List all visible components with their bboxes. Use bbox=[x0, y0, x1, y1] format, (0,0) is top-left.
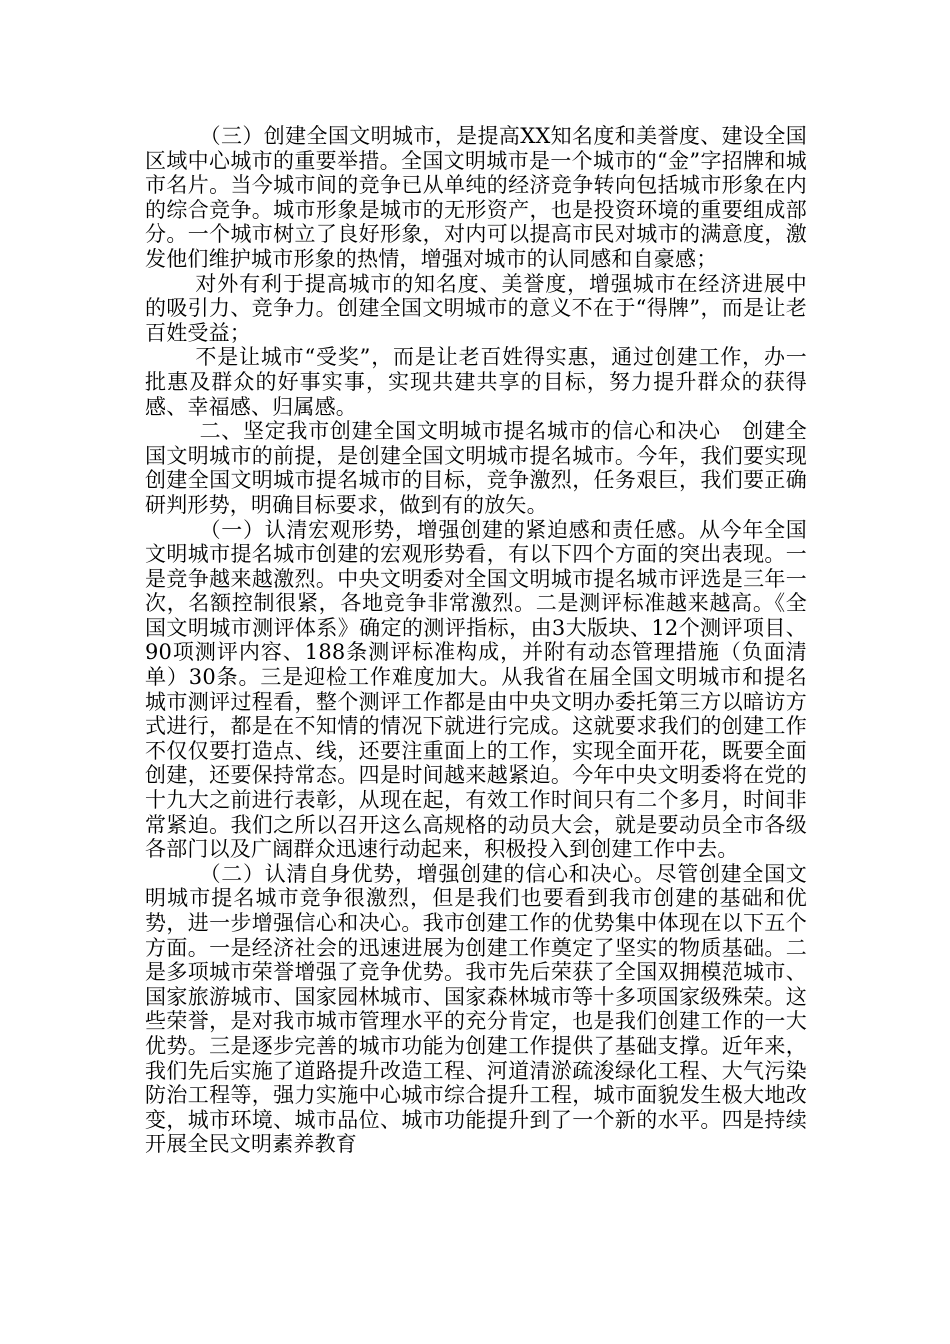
paragraph-5: （一）认清宏观形势，增强创建的紧迫感和责任感。从今年全国文明城市提名城市创建的宏观形势看，有以下四个方面的突出表现。一是竞争越来越激烈。中央文明委对全国文明城市提名城市评选是三年一次，名额控制很紧，各地竞争非常激烈。二是测评标准越来越高。《全国文明城市测评体系》确定的测评指标，由3大版块、12个测评项目、90项测评内容、188条测评标准构成，并附有动态管理措施（负面清单）30条。三是迎检工作难度加大。从我省在届全国文明城市和提名城市测评过程看，整个测评工作都是由中央文明办委托第三方以暗访方式进行，都是在不知情的情况下就进行完成。这就要求我们的创建工作不仅仅要打造点、线，还要注重面上的工作，实现全面开花，既要全面创建，还要保持常态。四是时间越来越紧迫。今年中央文明委将在党的十九大之前进行表彰，从现在起，有效工作时间只有二个多月，时间非常紧迫。我们之所以召开这么高规格的动员大会，就是要动员全市各级各部门以及广阔群众迅速行动起来，积极投入到创建工作中去。 bbox=[145, 517, 807, 862]
paragraph-1: （三）创建全国文明城市，是提高XX知名度和美誉度、建设全国区域中心城市的重要举措。全国文明城市是一个城市的“金”字招牌和城市名片。当今城市间的竞争已从单纯的经济竞争转向包括城市形象在内的综合竞争。城市形象是城市的无形资产，也是投资环境的重要组成部分。一个城市树立了良好形象，对内可以提高市民对城市的满意度，激发他们维护城市形象的热情，增强对城市的认同感和自豪感； bbox=[145, 124, 807, 271]
document-body bbox=[145, 124, 807, 1157]
paragraph-2: 对外有利于提高城市的知名度、美誉度，增强城市在经济进展中的吸引力、竞争力。创建全国文明城市的意义不在于“得牌”，而是让老百姓受益； bbox=[145, 271, 807, 345]
paragraph-6: （二）认清自身优势，增强创建的信心和决心。尽管创建全国文明城市提名城市竞争很激烈，但是我们也要看到我市创建的基础和优势，进一步增强信心和决心。我市创建工作的优势集中体现在以下五个方面。一是经济社会的迅速进展为创建工作奠定了坚实的物质基础。二是多项城市荣誉增强了竞争优势。我市先后荣获了全国双拥模范城市、国家旅游城市、国家园林城市、国家森林城市等十多项国家级殊荣。这些荣誉，是对我市城市管理水平的充分肯定，也是我们创建工作的一大优势。三是逐步完善的城市功能为创建工作提供了基础支撑。近年来，我们先后实施了道路提升改造工程、河道清淤疏浚绿化工程、大气污染防治工程等，强力实施中心城市综合提升工程，城市面貌发生极大地改变，城市环境、城市品位、城市功能提升到了一个新的水平。四是持续开展全民文明素养教育 bbox=[145, 861, 807, 1157]
paragraph-4: 二、坚定我市创建全国文明城市提名城市的信心和决心 创建全国文明城市的前提，是创建全国文明城市提名城市。今年，我们要实现创建全国文明城市提名城市的目标，竞争激烈，任务艰巨，我们要正确研判形势，明确目标要求，做到有的放矢。 bbox=[145, 419, 807, 517]
paragraph-3: 不是让城市“受奖”，而是让老百姓得实惠，通过创建工作，办一批惠及群众的好事实事，实现共建共享的目标，努力提升群众的获得感、幸福感、归属感。 bbox=[145, 345, 807, 419]
